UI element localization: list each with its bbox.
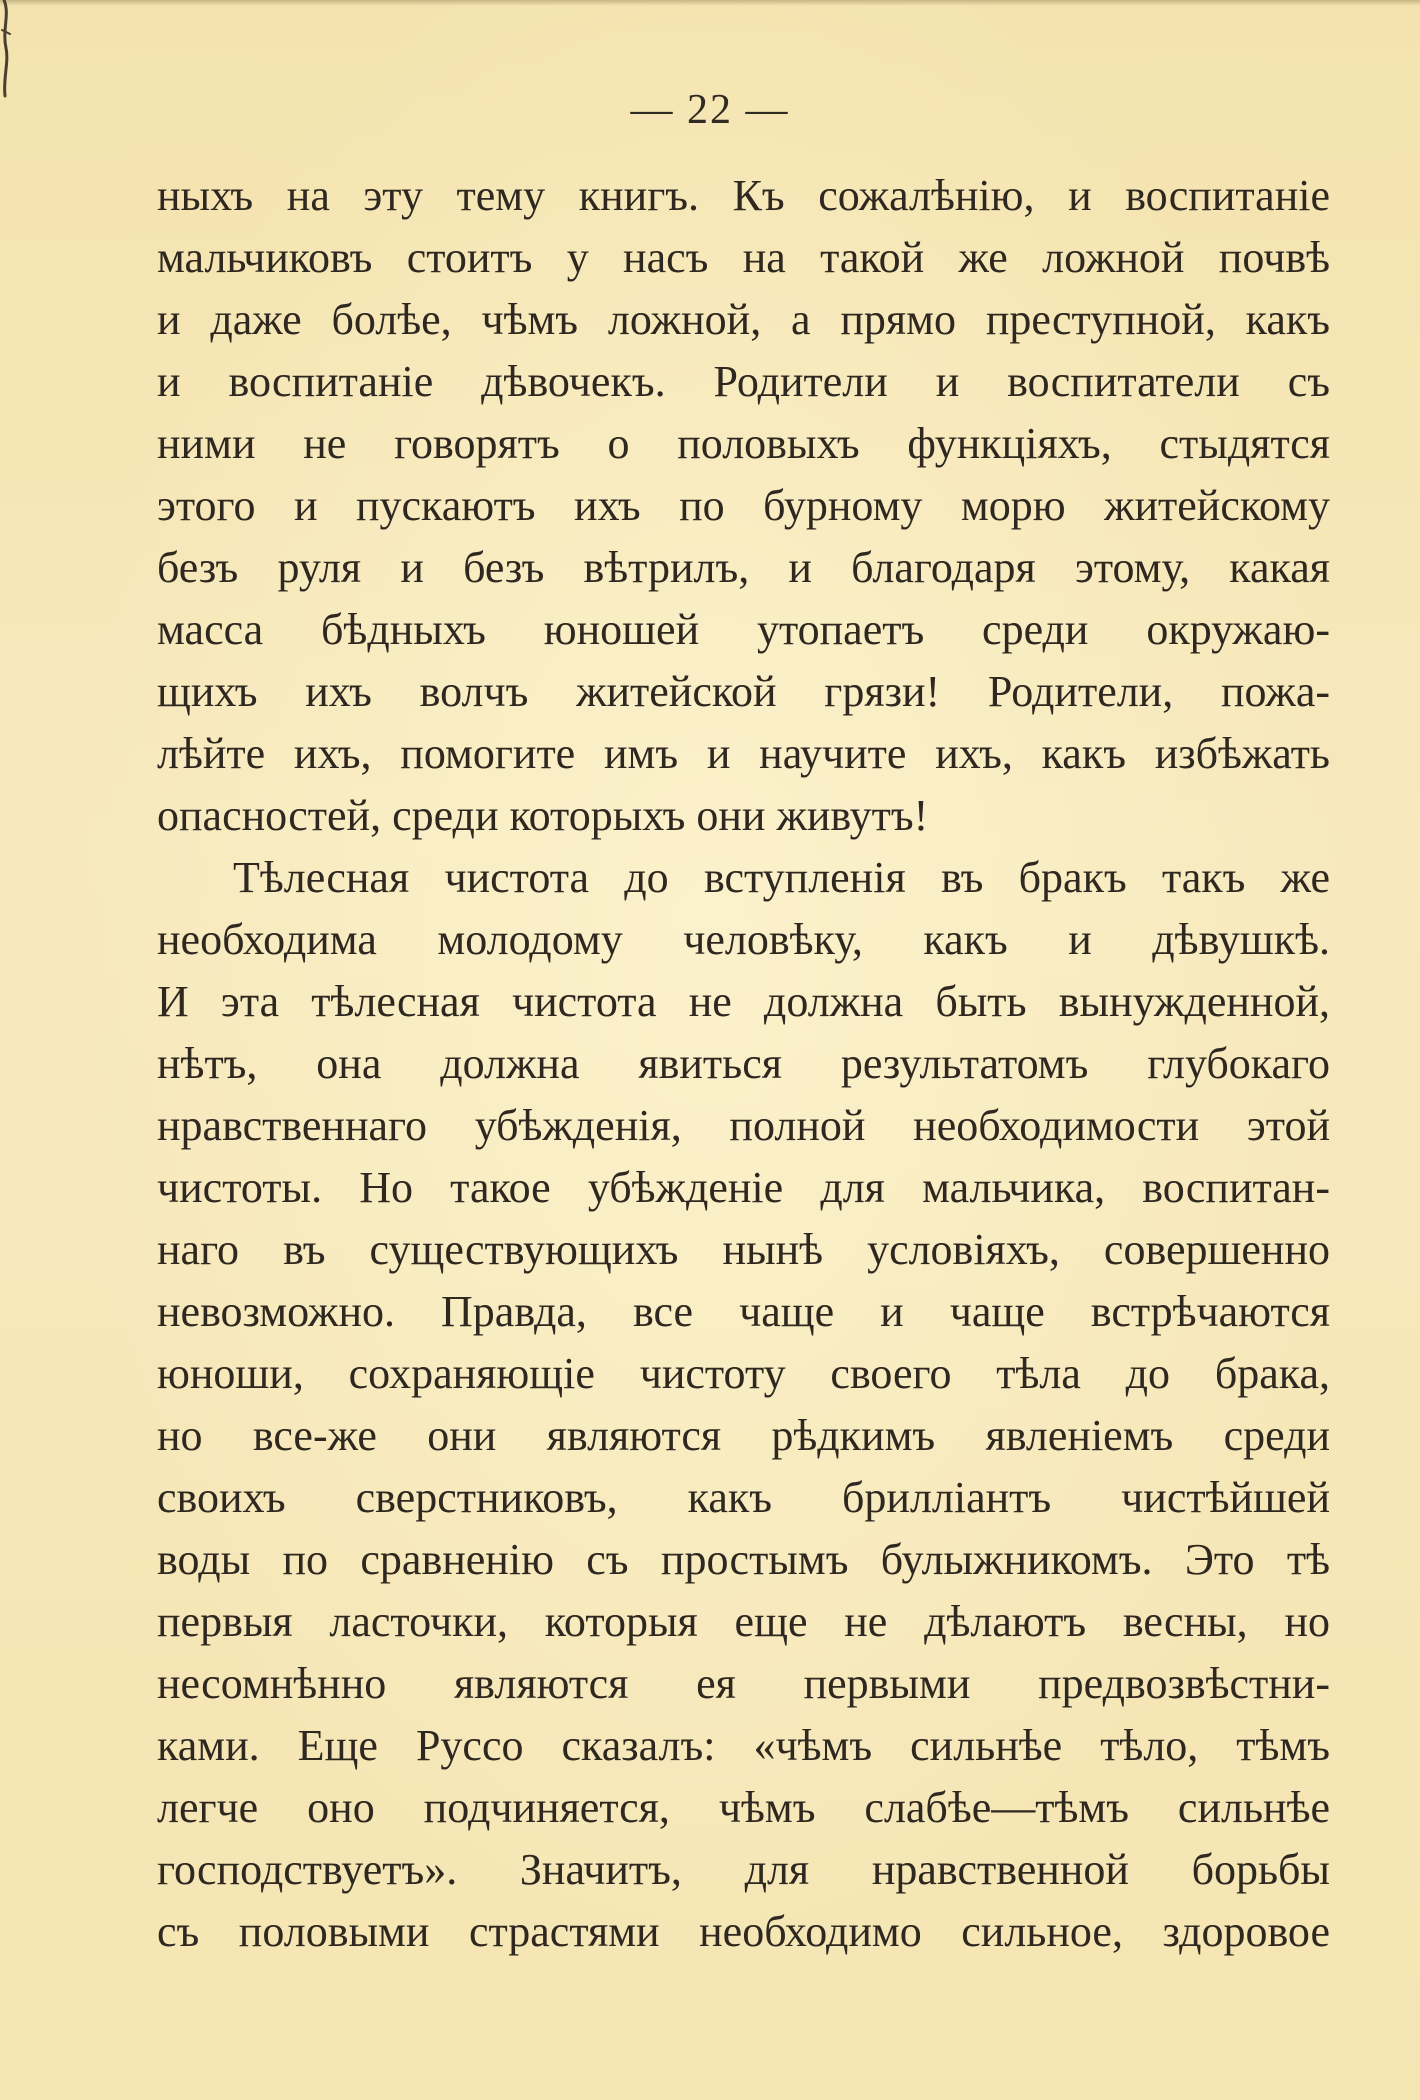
text-line: щихъ ихъ волчъ житейской грязи! Родители, пожа- xyxy=(157,667,1330,716)
text-line: необходима молодому человѣку, какъ и дѣвушкѣ. xyxy=(157,915,1330,964)
text-line: но все-же они являются рѣдкимъ явленіемъ среди xyxy=(157,1411,1330,1460)
text-line: юноши, сохраняющіе чистоту своего тѣла до брака, xyxy=(157,1349,1330,1398)
text-line: ныхъ на эту тему книгъ. Къ сожалѣнію, и воспитаніе xyxy=(157,171,1330,220)
text-line: И эта тѣлесная чистота не должна быть вынужденной, xyxy=(157,977,1330,1026)
text-line: ними не говорятъ о половыхъ функціяхъ, стыдятся xyxy=(157,419,1330,468)
text-line: и воспитаніе дѣвочекъ. Родители и воспитатели съ xyxy=(157,357,1330,406)
text-line: несомнѣнно являются ея первыми предвозвѣстни- xyxy=(157,1659,1330,1708)
text-line: съ половыми страстями необходимо сильное, здоровое xyxy=(157,1907,1330,1956)
text-line: невозможно. Правда, все чаще и чаще встрѣчаются xyxy=(157,1287,1330,1336)
text-line: этого и пускаютъ ихъ по бурному морю житейскому xyxy=(157,481,1330,530)
text-line: Тѣлесная чистота до вступленія въ бракъ такъ же xyxy=(233,853,1330,902)
text-line: лѣйте ихъ, помогите имъ и научите ихъ, какъ избѣжать xyxy=(157,729,1330,778)
text-line: нравственнаго убѣжденія, полной необходимости этой xyxy=(157,1101,1330,1150)
page-number: — 22 — xyxy=(630,87,790,133)
text-line: безъ руля и безъ вѣтрилъ, и благодаря этому, какая xyxy=(157,543,1330,592)
text-line: первыя ласточки, которыя еще не дѣлаютъ весны, но xyxy=(157,1597,1330,1646)
text-line: легче оно подчиняется, чѣмъ слабѣе—тѣмъ сильнѣе xyxy=(157,1783,1330,1832)
text-line: мальчиковъ стоитъ у насъ на такой же ложной почвѣ xyxy=(157,233,1330,282)
text-line: ками. Еще Руссо сказалъ: «чѣмъ сильнѣе тѣло, тѣмъ xyxy=(157,1721,1330,1770)
text-line: воды по сравненію съ простымъ булыжникомъ. Это тѣ xyxy=(157,1535,1330,1584)
text-line: чистоты. Но такое убѣжденіе для мальчика, воспитан- xyxy=(157,1163,1330,1212)
body-text xyxy=(157,165,1330,1963)
text-line: господствуетъ». Значитъ, для нравственной борьбы xyxy=(157,1845,1330,1894)
text-line: опасностей, среди которыхъ они живутъ! xyxy=(157,791,929,840)
text-line: и даже болѣе, чѣмъ ложной, а прямо преступной, какъ xyxy=(157,295,1330,344)
text-line: масса бѣдныхъ юношей утопаетъ среди окружаю- xyxy=(157,605,1330,654)
text-line: наго въ существующихъ нынѣ условіяхъ, совершенно xyxy=(157,1225,1330,1274)
text-line: нѣтъ, она должна явиться результатомъ глубокаго xyxy=(157,1039,1330,1088)
text-line: своихъ сверстниковъ, какъ брилліантъ чистѣйшей xyxy=(157,1473,1330,1522)
page-top-edge xyxy=(0,0,1420,6)
